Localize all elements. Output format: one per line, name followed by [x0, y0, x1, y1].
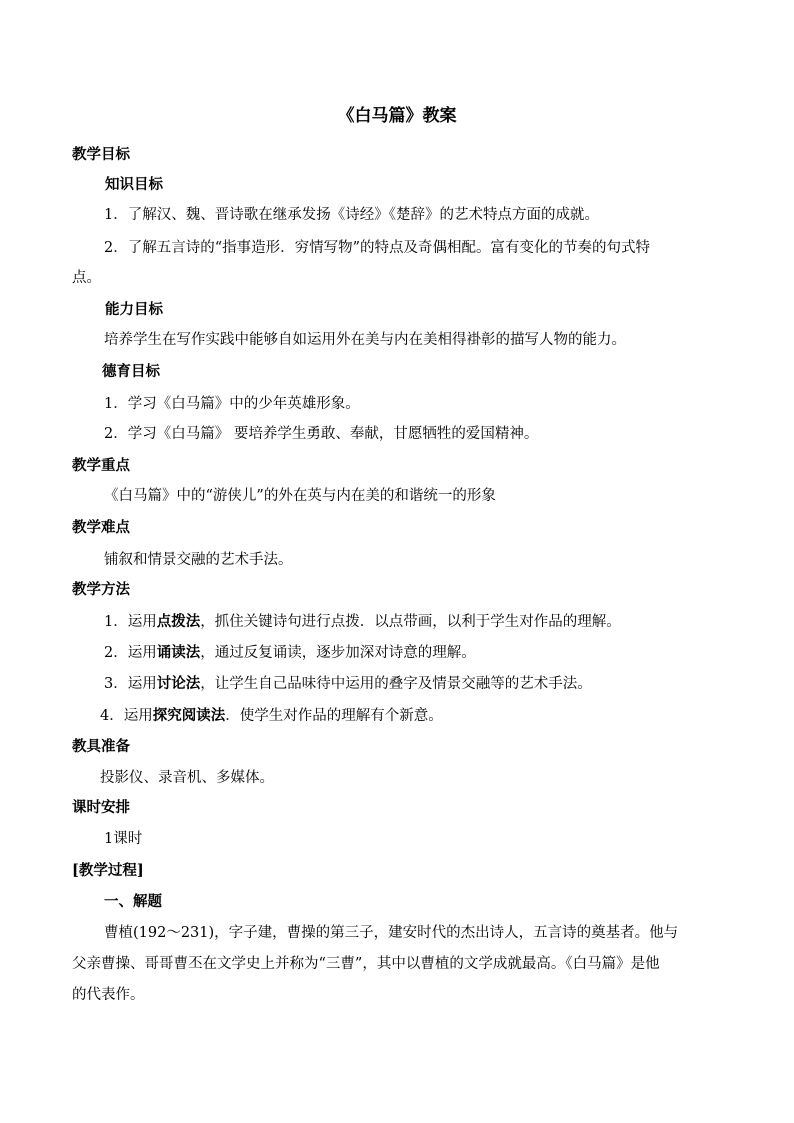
- section-1-line-3: 的代表作。: [72, 987, 145, 1003]
- method-3-suffix: ，让学生自己品味待中运用的叠字及情景交融等的艺术手法。: [200, 676, 592, 692]
- knowledge-item-2-line-2: 点。: [72, 270, 101, 286]
- heading-process: [教学过程]: [72, 862, 144, 879]
- knowledge-item-2-line-1: 2．了解五言诗的“指事造形．穷情写物”的特点及奇偶相配。富有变化的节奏的句式特: [104, 240, 651, 256]
- method-4-prefix: 4．运用: [100, 708, 153, 724]
- heading-moral-goals: 德育目标: [102, 363, 160, 380]
- method-4-name: 探究阅读法: [152, 707, 226, 724]
- method-2-name: 诵读法: [156, 644, 201, 661]
- heading-schedule: 课时安排: [72, 799, 130, 816]
- moral-item-2: 2．学习《白马篇》 要培养学生勇敢、奉献，甘愿牺牲的爱国精神。: [104, 426, 539, 442]
- moral-item-1: 1．学习《白马篇》中的少年英雄形象。: [104, 396, 360, 412]
- heading-section-1: 一、解题: [104, 893, 162, 910]
- method-1-suffix: ，抓住关键诗句进行点拨．以点带画，以利于学生对作品的理解。: [200, 614, 621, 630]
- heading-teaching-goals: 教学目标: [72, 146, 130, 163]
- method-3-prefix: 3．运用: [104, 676, 157, 692]
- heading-methods: 教学方法: [72, 581, 130, 598]
- method-1-name: 点拨法: [156, 613, 201, 630]
- key-points-text: 《白马篇》中的“游侠儿”的外在英与内在美的和谐统一的形象: [104, 488, 496, 504]
- difficulties-text: 铺叙和情景交融的艺术手法。: [104, 552, 293, 568]
- tools-text: 投影仪、录音机、多媒体。: [100, 770, 274, 786]
- heading-tools: 教具准备: [72, 738, 130, 755]
- heading-key-points: 教学重点: [72, 457, 130, 474]
- section-1-line-1: 曹植(192～231)，字子建，曹操的第三子，建安时代的杰出诗人，五言诗的奠基者。他与: [104, 925, 679, 941]
- method-item-4: [100, 706, 443, 726]
- ability-text: 培养学生在写作实践中能够自如运用外在美与内在美相得褂彰的描写人物的能力。: [104, 332, 626, 348]
- method-2-prefix: 2．运用: [104, 645, 157, 661]
- knowledge-item-1: 1．了解汉、魏、晋诗歌在继承发扬《诗经》《楚辞》的艺术特点方面的成就。: [104, 207, 599, 223]
- method-1-prefix: 1．运用: [104, 614, 157, 630]
- document-title: 《白马篇》教案: [337, 106, 457, 126]
- method-item-2: [104, 643, 476, 663]
- method-4-suffix: ．使学生对作品的理解有个新意。: [225, 708, 443, 724]
- section-1-line-2: 父亲曹操、哥哥曹丕在文学史上并称为“三曹”，其中以曹植的文学成就最高。《白马篇》是他: [72, 956, 660, 972]
- heading-knowledge-goals: 知识目标: [105, 176, 163, 193]
- method-item-1: [104, 612, 621, 632]
- heading-difficulties: 教学难点: [72, 519, 130, 536]
- heading-ability-goals: 能力目标: [105, 301, 163, 318]
- method-3-name: 讨论法: [156, 675, 201, 692]
- method-item-3: [104, 674, 592, 694]
- schedule-text: 1课时: [104, 831, 143, 847]
- method-2-suffix: ，通过反复诵读，逐步加深对诗意的理解。: [200, 645, 476, 661]
